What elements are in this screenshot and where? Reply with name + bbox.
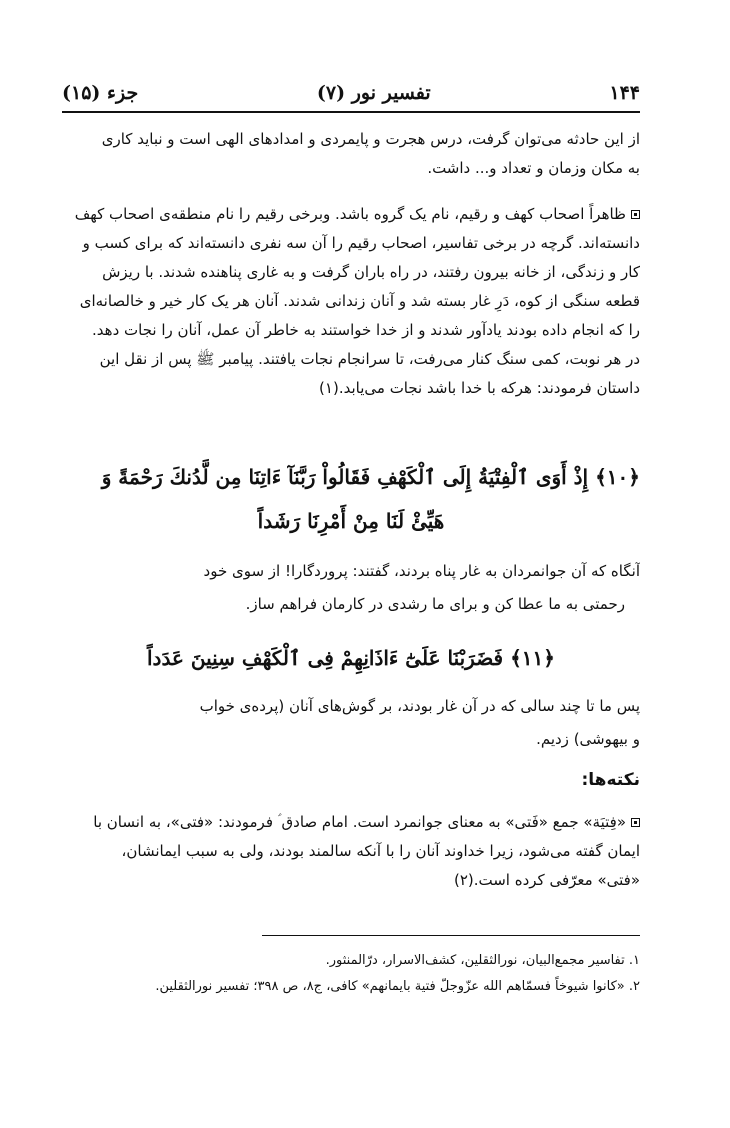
bullet-square-icon (631, 818, 640, 827)
text-line: آنگاه که آن جوانمردان به غار پناه بردند، گفتند: پروردگارا! از سوی خود (203, 562, 640, 580)
text-line: دانسته‌اند. گرچه در برخی تفاسیر، اصحاب رقیم را آن سه نفری دانسته‌اند که برای کسب و (82, 234, 640, 252)
quran-verse-11 (62, 636, 640, 680)
text-line (62, 808, 640, 837)
quran-verse-10 (62, 455, 640, 543)
text-line: کار و زندگی، از خانه بیرون رفتند، در راه باران گرفت و به غاری پناهنده شدند. با ریزش (102, 263, 640, 281)
intro-paragraph (62, 125, 640, 183)
translation-11 (90, 690, 640, 756)
note-paragraph-1 (62, 200, 640, 403)
book-title: تفسیر نور (۷) (316, 82, 431, 104)
text-line: داستان فرمودند: هرکه با خدا باشد نجات می‌یابد.(۱) (319, 379, 640, 397)
footnote: ۲. «کانوا شیوخاً فسمّاهم الله عزّوجلّ فتیة بایمانهم» کافی، ج۸، ص ۳۹۸؛ تفسیر نورالثقلین. (155, 979, 640, 994)
verse-line: ﴿۱۰﴾ إِذْ أَوَى ٱلْفِتْيَةُ إِلَى ٱلْكَهْفِ فَقَالُواْ رَبَّنَآ ءَاتِنَا مِن لَّدُنكَ رَحْمَةً وَ (101, 465, 640, 489)
text-line: «فتی» معرّفی کرده است.(۲) (453, 871, 640, 889)
header-divider (62, 111, 640, 113)
verse-line: هَيِّئْ لَنَا مِنْ أَمْرِنَا رَشَداً (257, 509, 445, 533)
text-line: ایمان گفته می‌شود، زیرا خداوند آنان را با آنکه سالمند بودند، ولی به سبب ایمانشان، (121, 842, 640, 860)
section-label: جزء (۱۵) (62, 82, 139, 104)
text-line (62, 200, 640, 229)
translation-10 (90, 555, 640, 621)
verse-line: ﴿۱۱﴾ فَضَرَبْنَا عَلَىٰٓ ءَاذَانِهِمْ فِى ٱلْكَهْفِ سِنِينَ عَدَداً (147, 646, 555, 670)
text-span: ظاهراً اصحاب کهف و رقیم، نام یک گروه باشد. وبرخی رقیم را نام منطقه‌ی اصحاب کهف (74, 205, 626, 223)
text-line: رحمتی به ما عطا کن و برای ما رشدی در کارمان فراهم ساز. (245, 595, 625, 613)
footnote-divider (262, 935, 640, 936)
footnotes (62, 948, 640, 1000)
text-line: را که انجام داده بودند یادآور شدند و از خدا خواستند به خاطر آن عمل، آنان را نجات دهد. (92, 321, 640, 339)
footnote: ۱. تفاسیر مجمع‌البیان، نورالثقلین، کشف‌الاسرار، درّالمنثور. (325, 953, 640, 968)
text-line: از این حادثه می‌توان گرفت، درس هجرت و پایمردی و امدادهای الهی است و نباید کاری (101, 130, 640, 148)
text-line: در هر نوبت، کمی سنگ کنار می‌رفت، تا سرانجام نجات یافتند. پیامبر ﷺ پس از نقل این (99, 350, 640, 368)
page-number: ۱۴۴ (609, 82, 640, 104)
bullet-square-icon (631, 210, 640, 219)
note-paragraph-2 (62, 808, 640, 895)
text-line: به مکان وزمان و تعداد و... داشت. (427, 159, 640, 177)
text-span: «فِتیَة» جمع «فَتی» به معنای جوانمرد است. امام صادق ؑ فرمودند: «فتی»، به انسان با (93, 813, 626, 831)
text-line: پس ما تا چند سالی که در آن غار بودند، بر گوش‌های آنان (پرده‌ی خواب (199, 697, 640, 715)
text-line: قطعه سنگی از کوه، دَرِ غار بسته شد و آنان زندانی شدند. آنان هر یک کار خیر و خالصانه‌ای (79, 292, 640, 310)
page-header (62, 78, 640, 108)
text-line: و بیهوشی) زدیم. (536, 730, 640, 748)
notes-heading: نکته‌ها: (581, 770, 640, 790)
